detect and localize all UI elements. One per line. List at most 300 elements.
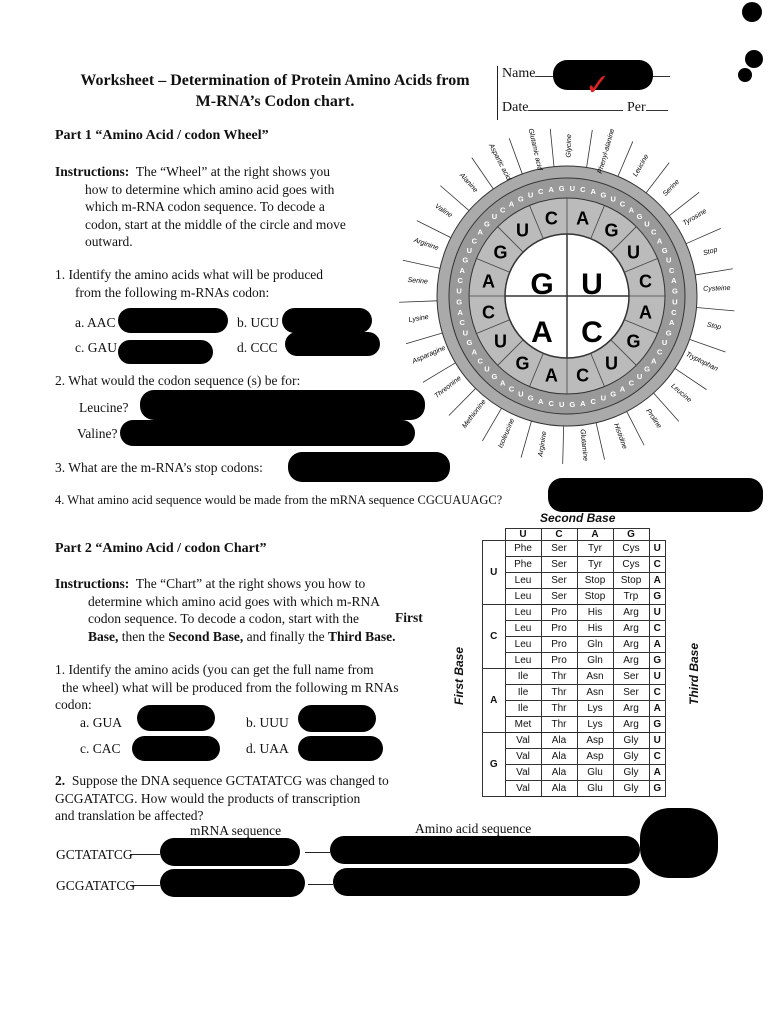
p1-q3: 3. What are the m-RNA’s stop codons: (55, 460, 263, 475)
first-base-bold: First (395, 610, 423, 625)
q1-line: from the following m-RNAs codon: (75, 284, 270, 300)
outer-letter: C (471, 236, 478, 246)
q2-leucine-label: Leucine? (79, 400, 129, 415)
chart-row (483, 637, 666, 653)
outer-letter: C (590, 396, 596, 406)
third-base-cell: C (649, 749, 666, 765)
amino-acid-label: Proline (644, 407, 663, 430)
amino-acid-cell: Stop (577, 573, 613, 589)
outer-letter: G (484, 219, 490, 229)
first-base-cell: A (483, 669, 506, 733)
redaction-p2-q1c[interactable] (132, 736, 220, 761)
outer-letter: U (661, 338, 668, 348)
outer-letter: G (527, 393, 534, 403)
outer-letter: U (491, 211, 498, 221)
third-base-cell: U (649, 541, 666, 557)
outer-letter: A (580, 398, 586, 408)
amino-acid-cell: Gly (613, 765, 649, 781)
redaction-p2-q1d[interactable] (298, 736, 383, 761)
chart-row (483, 765, 666, 781)
arrow-4 (308, 884, 333, 885)
wheel-ray (403, 260, 440, 268)
p2-q1a-label: a. GUA (80, 715, 122, 730)
instr-line (88, 628, 450, 646)
amino-acid-cell: Cys (613, 541, 649, 557)
third-base-cell: C (649, 621, 666, 637)
outer-letter: U (456, 286, 462, 296)
amino-acid-cell: Val (505, 765, 541, 781)
instr-line: which m-RNA codon sequence. To decode a (85, 199, 325, 214)
third-base-bold: Third Base. (328, 628, 396, 644)
ring-letter: G (626, 331, 641, 352)
q1c-label: c. GAU (75, 340, 117, 355)
amino-acid-cell: Glu (577, 765, 613, 781)
amino-acid-cell: Arg (613, 717, 649, 733)
instr-line: determine which amino acid goes with which m-RNA (88, 593, 381, 609)
outer-letter: A (669, 318, 675, 328)
outer-letter: A (499, 378, 506, 388)
amino-acid-cell: Gly (613, 749, 649, 765)
amino-acid-cell: Gly (613, 781, 649, 797)
amino-acid-cell: Leu (505, 637, 541, 653)
wheel-ray (618, 141, 633, 176)
wheel-ray (509, 138, 522, 174)
outer-letter: A (619, 384, 626, 394)
third-base-cell: C (649, 557, 666, 573)
amino-acid-cell: Ser (541, 573, 577, 589)
part2-instructions (55, 575, 450, 645)
amino-acid-label: Threonine (433, 374, 463, 400)
amino-acid-cell: Pro (541, 621, 577, 637)
amino-acid-cell: Ser (541, 557, 577, 573)
amino-acid-cell: Arg (613, 605, 649, 621)
instructions-label: Instructions: (55, 164, 130, 179)
amino-acid-cell: Arg (613, 701, 649, 717)
amino-acid-label: Tyrosine (681, 207, 708, 228)
amino-acid-cell: Glu (577, 781, 613, 797)
part2-heading: Part 2 “Amino Acid / codon Chart” (55, 541, 267, 556)
chart-row (483, 541, 666, 557)
ring-letter: G (493, 242, 508, 263)
ring-letter: A (638, 302, 652, 323)
first-base-label: First Base (452, 646, 466, 705)
wheel-ray (690, 339, 726, 352)
outer-letter: C (459, 318, 465, 328)
center-letter-u: U (581, 268, 603, 301)
wheel-ray (627, 411, 644, 445)
codon-chart (482, 528, 666, 797)
outer-letter: C (580, 185, 586, 195)
chart-row (483, 733, 666, 749)
chart-row (483, 685, 666, 701)
amino-acid-cell: Tyr (577, 541, 613, 557)
third-base-cell: A (649, 765, 666, 781)
outer-letter: G (456, 297, 463, 307)
amino-acid-label: Tryptophan (684, 351, 719, 373)
chart-row (483, 749, 666, 765)
outer-letter: U (636, 372, 643, 382)
third-base-cell: C (649, 685, 666, 701)
outer-letter: U (558, 399, 565, 409)
amino-acid-label: Arginine (412, 236, 440, 253)
q2-valine-label: Valine? (77, 426, 118, 441)
amino-acid-cell: Ser (541, 541, 577, 557)
amino-acid-cell: Val (505, 781, 541, 797)
outer-letter: U (569, 184, 576, 194)
amino-acid-cell: Phe (505, 541, 541, 557)
amino-acid-label: Valine (433, 202, 454, 220)
amino-acid-cell: Ala (541, 733, 577, 749)
second-base-label: Second Base (540, 511, 616, 525)
red-checkmark: ✓ (585, 68, 611, 103)
second-base-bold: Second Base, (168, 628, 244, 644)
outer-letter: U (462, 328, 469, 338)
amino-acid-cell: Stop (613, 573, 649, 589)
q2-line: and translation be affected? (55, 808, 204, 823)
amino-acid-label: Leucine (632, 153, 651, 179)
redaction-p2-q1a[interactable] (137, 705, 215, 731)
instr-line: how to determine which amino acid goes with (85, 181, 335, 197)
outer-letter: A (651, 356, 657, 366)
chart-row (483, 701, 666, 717)
amino-acid-cell: Leu (505, 589, 541, 605)
amino-acid-label: Glutamic acid (526, 128, 544, 171)
ring-letter: A (482, 271, 496, 292)
ring-letter: C (638, 271, 652, 292)
outer-letter: G (517, 194, 524, 204)
redaction-p2-q1b[interactable] (298, 705, 376, 732)
outer-letter: A (656, 236, 663, 246)
outer-letter: G (466, 338, 473, 348)
p1-q4: 4. What amino acid sequence would be made from the mRNA sequence CGCUAUAGC? (55, 493, 503, 507)
codon-wheel (395, 128, 740, 468)
outer-letter: C (656, 347, 663, 357)
wheel-ray (550, 129, 554, 167)
outer-letter: U (466, 245, 473, 255)
outer-letter: C (508, 384, 515, 394)
instr-line: The “Wheel” at the right shows you (135, 164, 330, 179)
mrna-header: mRNA sequence (190, 823, 282, 838)
outer-letter: C (499, 205, 506, 215)
amino-acid-label: Serine (407, 276, 429, 286)
amino-acid-cell: Met (505, 717, 541, 733)
q1-line: 1. Identify the amino acids what will be produced (55, 267, 324, 282)
ring-letter: A (544, 365, 558, 386)
ring-letter: U (627, 242, 641, 263)
chart-row (483, 621, 666, 637)
outer-letter: C (628, 378, 635, 388)
outer-letter: G (558, 184, 565, 194)
first-base-cell: G (483, 733, 506, 797)
third-base-cell: U (649, 733, 666, 749)
outer-letter: C (651, 227, 657, 237)
amino-acid-cell: Arg (613, 653, 649, 669)
amino-acid-cell: Arg (613, 621, 649, 637)
punch-hole (742, 2, 762, 22)
amino-acid-cell: Lys (577, 701, 613, 717)
q2-num: 2. (55, 773, 66, 788)
redaction-q1c[interactable] (118, 340, 213, 364)
third-base-cell: A (649, 573, 666, 589)
wheel-ray (596, 423, 605, 460)
outer-letter: A (671, 276, 677, 286)
ring-letter: C (576, 365, 590, 386)
per-field[interactable] (646, 110, 668, 111)
q1d-label: d. CCC (237, 340, 278, 355)
amino-acid-cell: His (577, 605, 613, 621)
third-base-cell: U (649, 669, 666, 685)
ring-letter: G (604, 220, 619, 241)
amino-acid-cell: Pro (541, 653, 577, 669)
center-letter-g: G (530, 268, 554, 301)
amino-acid-cell: Leu (505, 653, 541, 669)
arrow-3 (305, 852, 330, 853)
amino-acid-cell: Ala (541, 765, 577, 781)
amino-acid-cell: Tyr (577, 557, 613, 573)
amino-acid-cell: Trp (613, 589, 649, 605)
chart-body (483, 541, 666, 797)
third-base-cell: G (649, 781, 666, 797)
outer-letter: G (661, 245, 668, 255)
amino-acid-cell: Ile (505, 701, 541, 717)
amino-acid-cell: Thr (541, 717, 577, 733)
outer-letter: U (518, 389, 524, 399)
wheel-ray (686, 228, 721, 243)
wheel-ray (696, 307, 734, 310)
outer-letter: A (477, 227, 483, 237)
worksheet-title (55, 70, 495, 112)
outer-letter: A (628, 205, 635, 215)
instr-fragment: then the (121, 628, 165, 644)
chart-row (483, 605, 666, 621)
center-letter-a: A (531, 316, 553, 349)
outer-letter: A (538, 396, 544, 406)
outer-letter: G (491, 372, 498, 382)
third-base-cell: G (649, 717, 666, 733)
outer-letter: A (459, 265, 465, 275)
wheel-ray (587, 130, 593, 168)
chart-header-row (483, 529, 666, 541)
outer-letter: A (457, 307, 463, 317)
outer-letter: C (671, 307, 677, 317)
amino-acid-label: Glutamine (578, 428, 589, 462)
p2-q1b-label: b. UUU (246, 715, 289, 730)
outer-letter: G (610, 389, 617, 399)
part1-instructions (55, 163, 390, 251)
part1-heading: Part 1 “Amino Acid / codon Wheel” (55, 128, 269, 143)
amino-acid-cell: Phe (505, 557, 541, 573)
amino-acid-label: Glycine (565, 134, 574, 158)
outer-letter: U (665, 255, 672, 265)
p2-q1c-label: c. CAC (80, 741, 121, 756)
chart-row (483, 589, 666, 605)
amino-acid-cell: Ile (505, 685, 541, 701)
amino-acid-cell: Asn (577, 669, 613, 685)
q2-line (55, 772, 389, 790)
outer-letter: C (548, 398, 554, 408)
amino-acid-cell: Gly (613, 733, 649, 749)
q1-line: codon: (55, 697, 92, 712)
date-field[interactable] (528, 110, 623, 111)
outer-letter: U (527, 190, 534, 200)
outer-letter: G (462, 255, 469, 265)
third-base-label: Third Base (687, 642, 701, 705)
second-base-g: G (613, 529, 649, 541)
wheel-ray (521, 421, 531, 458)
amino-acid-cell: Thr (541, 669, 577, 685)
amino-acid-label: Histidine (612, 422, 628, 451)
amino-acid-label: Stop (702, 246, 719, 258)
redaction-mrna-1[interactable] (160, 838, 300, 866)
date-label: Date (502, 100, 529, 115)
q1a-label: a. AAC (75, 315, 116, 330)
instr-line: The “Chart” at the right shows you how to (135, 576, 366, 591)
outer-letter: C (477, 356, 483, 366)
third-base-cell: A (649, 701, 666, 717)
amino-acid-cell: Ser (541, 589, 577, 605)
q2-text: Suppose the DNA sequence GCTATATCG was changed to (71, 773, 389, 788)
redaction-valine[interactable] (120, 420, 415, 446)
instr-line: outward. (85, 234, 133, 249)
wheel-ray (669, 192, 699, 215)
chart-row (483, 653, 666, 669)
amino-acid-cell: Arg (613, 637, 649, 653)
chart-row (483, 781, 666, 797)
second-base-u: U (505, 529, 541, 541)
outer-letter: A (548, 185, 554, 195)
redaction-score (640, 808, 718, 878)
redaction-q4[interactable] (548, 478, 763, 512)
amino-acid-label: Alanine (457, 171, 479, 195)
redaction-q1a[interactable] (118, 308, 228, 333)
amino-acid-cell: Asp (577, 749, 613, 765)
instr-line: codon, start at the middle of the circle and move (85, 216, 346, 232)
punch-hole (745, 50, 763, 68)
corner-cell (483, 529, 506, 541)
center-letter-c: C (581, 316, 603, 349)
outer-letter: G (665, 328, 672, 338)
amino-acid-label: Methionine (461, 398, 488, 430)
amino-acid-cell: Pro (541, 637, 577, 653)
redaction-aa-1[interactable] (330, 836, 640, 864)
wheel-ray (417, 221, 451, 238)
amino-acid-cell: Pro (541, 605, 577, 621)
outer-letter: C (619, 199, 626, 209)
second-base-a: A (577, 529, 613, 541)
amino-acid-cell: Asn (577, 685, 613, 701)
amino-acid-cell: Ala (541, 749, 577, 765)
amino-acid-cell: Ser (613, 685, 649, 701)
name-label: Name (502, 66, 536, 81)
amino-acid-cell: Thr (541, 685, 577, 701)
redaction-q1b[interactable] (282, 308, 372, 333)
q1-line: 1. Identify the amino acids (you can get the full name from (55, 662, 374, 677)
amino-acid-cell: Val (505, 733, 541, 749)
amino-acid-label: Cysteine (703, 284, 731, 293)
arrow-2 (130, 885, 160, 886)
third-base-cell: U (649, 605, 666, 621)
amino-acid-cell: Stop (577, 589, 613, 605)
arrow-1 (130, 854, 160, 855)
amino-acid-label: Phenyl-alanine (596, 128, 617, 175)
outer-letter: G (569, 399, 576, 409)
wheel-ray (482, 408, 501, 441)
punch-hole (738, 68, 752, 82)
ring-letter: C (482, 302, 496, 323)
p1-q2: 2. What would the codon sequence (s) be for: (55, 373, 301, 388)
title-line-2: M-RNA’s Codon chart. (195, 93, 355, 110)
amino-acid-label: Lysine (408, 313, 430, 324)
amino-acid-cell: Ser (613, 669, 649, 685)
instr-line: codon sequence. To decode a codon, start with the (88, 611, 359, 626)
outer-letter: G (636, 211, 643, 221)
wheel-ray (406, 333, 442, 344)
outer-letter: G (671, 286, 678, 296)
amino-acid-cell: Asp (577, 733, 613, 749)
amino-acid-label: Isoleucine (497, 417, 517, 450)
outer-letter: U (672, 297, 678, 307)
chart-row (483, 669, 666, 685)
amino-acid-cell: Gln (577, 637, 613, 653)
amino-acid-label: Asparagine (411, 344, 447, 366)
title-line-1: Worksheet – Determination of Protein Amino Acids from (80, 72, 470, 89)
instructions-label: Instructions: (55, 576, 130, 591)
second-base-c: C (541, 529, 577, 541)
ring-letter: U (516, 220, 530, 241)
q2-line: GCGATATCG. How would the products of transcription (55, 790, 361, 806)
chart-row (483, 717, 666, 733)
outer-letter: C (669, 265, 675, 275)
third-base-cell: G (649, 589, 666, 605)
ring-letter: A (576, 208, 590, 229)
ring-letter: G (515, 353, 530, 374)
chart-row (483, 573, 666, 589)
q1b-label: b. UCU (237, 315, 280, 330)
amino-acid-label: Serine (661, 178, 682, 198)
amino-acid-cell: Thr (541, 701, 577, 717)
outer-letter: U (644, 219, 650, 229)
base-word: Base, (88, 628, 119, 644)
p1-q1 (55, 266, 323, 301)
amino-acid-label: Leucine (669, 382, 693, 405)
amino-acid-cell: Leu (505, 605, 541, 621)
redaction-q1d[interactable] (285, 332, 380, 356)
amino-acid-cell: Lys (577, 717, 613, 733)
instr-fragment: and finally the (246, 628, 325, 644)
q1-line: the wheel) what will be produced from the following m RNAs (62, 679, 399, 695)
redaction-mrna-2[interactable] (160, 869, 305, 897)
amino-acid-cell: Val (505, 749, 541, 765)
wheel-ray (423, 363, 456, 383)
redaction-aa-2[interactable] (333, 868, 640, 896)
amino-acid-cell: Ala (541, 781, 577, 797)
ring-letter: C (544, 208, 558, 229)
amino-acid-cell: Ile (505, 669, 541, 685)
p2-q1d-label: d. UAA (246, 741, 289, 756)
outer-letter: U (610, 194, 616, 204)
chart-row (483, 557, 666, 573)
amino-acid-label: Aspartic acid (487, 142, 512, 182)
redaction-leucine[interactable] (140, 390, 425, 420)
outer-letter: G (600, 190, 607, 200)
wheel-ray (563, 426, 564, 464)
wheel-ray (399, 301, 437, 302)
outer-letter: C (538, 187, 544, 197)
amino-acid-header: Amino acid sequence (415, 821, 532, 836)
amino-acid-cell: His (577, 621, 613, 637)
ring-letter: U (493, 331, 507, 352)
ring-letter: U (604, 353, 618, 374)
